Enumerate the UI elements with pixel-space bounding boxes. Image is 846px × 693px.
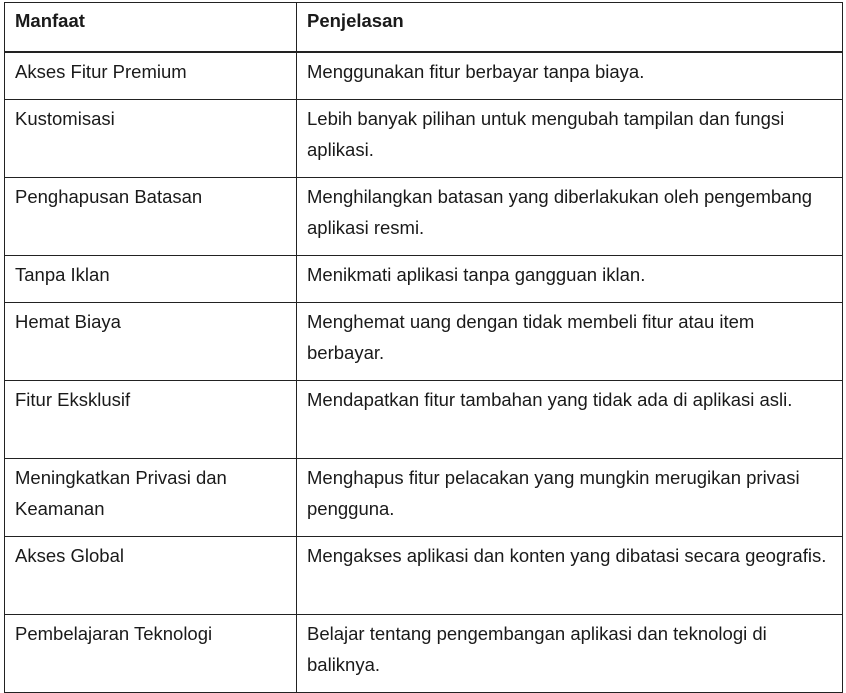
cell-penjelasan: Menikmati aplikasi tanpa gangguan iklan.	[297, 256, 843, 303]
cell-manfaat: Fitur Eksklusif	[5, 381, 297, 459]
table-row	[5, 537, 843, 615]
header-penjelasan: Penjelasan	[297, 3, 843, 53]
cell-manfaat: Penghapusan Batasan	[5, 178, 297, 256]
table-row	[5, 459, 843, 537]
cell-penjelasan: Menghapus fitur pelacakan yang mungkin merugikan privasi pengguna.	[297, 459, 843, 537]
table-row	[5, 615, 843, 693]
cell-penjelasan: Lebih banyak pilihan untuk mengubah tampilan dan fungsi aplikasi.	[297, 100, 843, 178]
cell-manfaat: Akses Fitur Premium	[5, 52, 297, 100]
cell-manfaat: Tanpa Iklan	[5, 256, 297, 303]
cell-manfaat: Meningkatkan Privasi dan Keamanan	[5, 459, 297, 537]
cell-manfaat: Kustomisasi	[5, 100, 297, 178]
cell-manfaat: Akses Global	[5, 537, 297, 615]
cell-penjelasan: Mendapatkan fitur tambahan yang tidak ada di aplikasi asli.	[297, 381, 843, 459]
cell-manfaat: Hemat Biaya	[5, 303, 297, 381]
cell-penjelasan: Menghemat uang dengan tidak membeli fitur atau item berbayar.	[297, 303, 843, 381]
table-row	[5, 100, 843, 178]
benefits-table-container	[4, 2, 842, 693]
cell-manfaat: Pembelajaran Teknologi	[5, 615, 297, 693]
table-row	[5, 303, 843, 381]
table-header-row	[5, 3, 843, 53]
table-row	[5, 381, 843, 459]
table-row	[5, 178, 843, 256]
table-row	[5, 256, 843, 303]
cell-penjelasan: Menggunakan fitur berbayar tanpa biaya.	[297, 52, 843, 100]
benefits-table	[4, 2, 843, 693]
cell-penjelasan: Mengakses aplikasi dan konten yang dibatasi secara geografis.	[297, 537, 843, 615]
cell-penjelasan: Menghilangkan batasan yang diberlakukan oleh pengembang aplikasi resmi.	[297, 178, 843, 256]
cell-penjelasan: Belajar tentang pengembangan aplikasi dan teknologi di baliknya.	[297, 615, 843, 693]
header-manfaat: Manfaat	[5, 3, 297, 53]
table-row	[5, 52, 843, 100]
